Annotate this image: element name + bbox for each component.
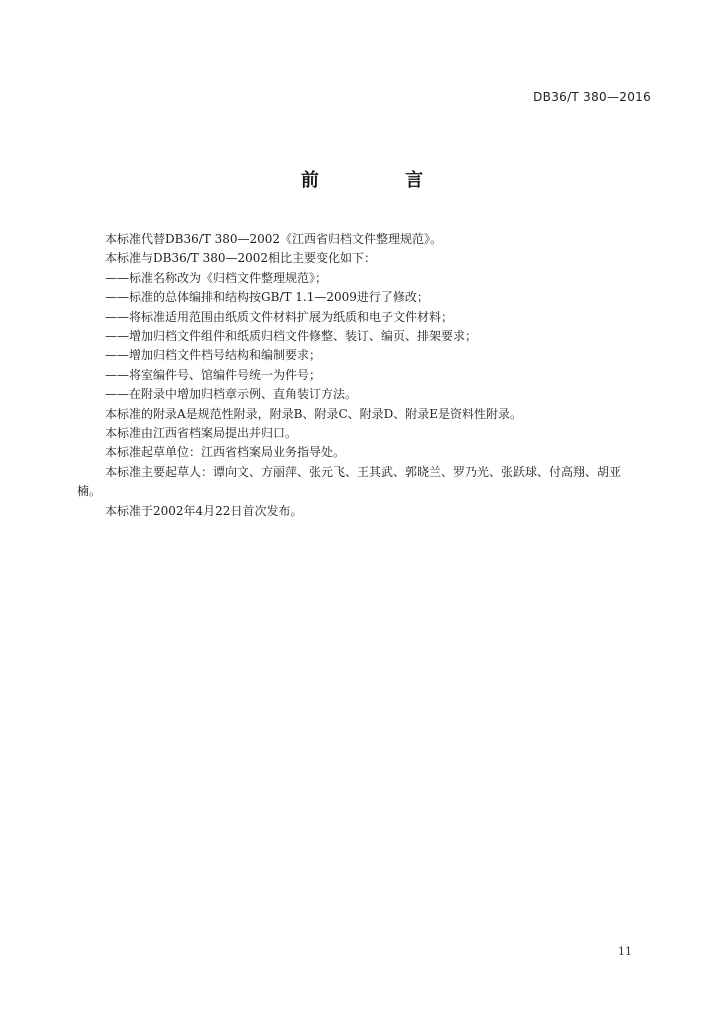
change-item: ——增加归档文件档号结构和编制要求； bbox=[105, 348, 322, 363]
change-item: ——增加归档文件组件和纸质归档文件修整、装订、编页、排架要求； bbox=[105, 329, 478, 344]
change-item: ——标准名称改为《归档文件整理规范》； bbox=[105, 270, 328, 285]
change-item: ——标准的总体编排和结构按GB/T 1.1—2009进行了修改； bbox=[105, 290, 429, 305]
change-item: ——将标准适用范围由纸质文件材料扩展为纸质和电子文件材料； bbox=[105, 309, 454, 324]
page-title: 前 言 bbox=[300, 170, 464, 191]
change-item: ——将室编件号、馆编件号统一为件号； bbox=[105, 367, 322, 382]
paragraph-drafting-unit: 本标准起草单位：江西省档案局业务指导处。 bbox=[105, 445, 346, 460]
paragraph-drafters: 本标准主要起草人：谭向文、方丽萍、张元飞、王其武、郭晓兰、罗乃光、张跃球、付高翔、胡亚 bbox=[105, 464, 622, 479]
paragraph-drafters-continued: 楠。 bbox=[77, 484, 102, 499]
paragraph-proposer: 本标准由江西省档案局提出并归口。 bbox=[105, 426, 298, 441]
paragraph-first-release: 本标准于2002年4月22日首次发布。 bbox=[105, 503, 303, 518]
paragraph-changes-intro: 本标准与DB36/T 380—2002相比主要变化如下： bbox=[105, 251, 377, 266]
change-item: ——在附录中增加归档章示例、直角装订方法。 bbox=[105, 387, 358, 402]
page-number: 11 bbox=[618, 945, 632, 958]
paragraph-replaces: 本标准代替DB36/T 380—2002《江西省归档文件整理规范》。 bbox=[105, 232, 443, 246]
paragraph-appendix: 本标准的附录A是规范性附录，附录B、附录C、附录D、附录E是资料性附录。 bbox=[105, 406, 523, 421]
foreword-body bbox=[77, 230, 655, 521]
standard-code: DB36/T 380—2016 bbox=[533, 90, 651, 104]
